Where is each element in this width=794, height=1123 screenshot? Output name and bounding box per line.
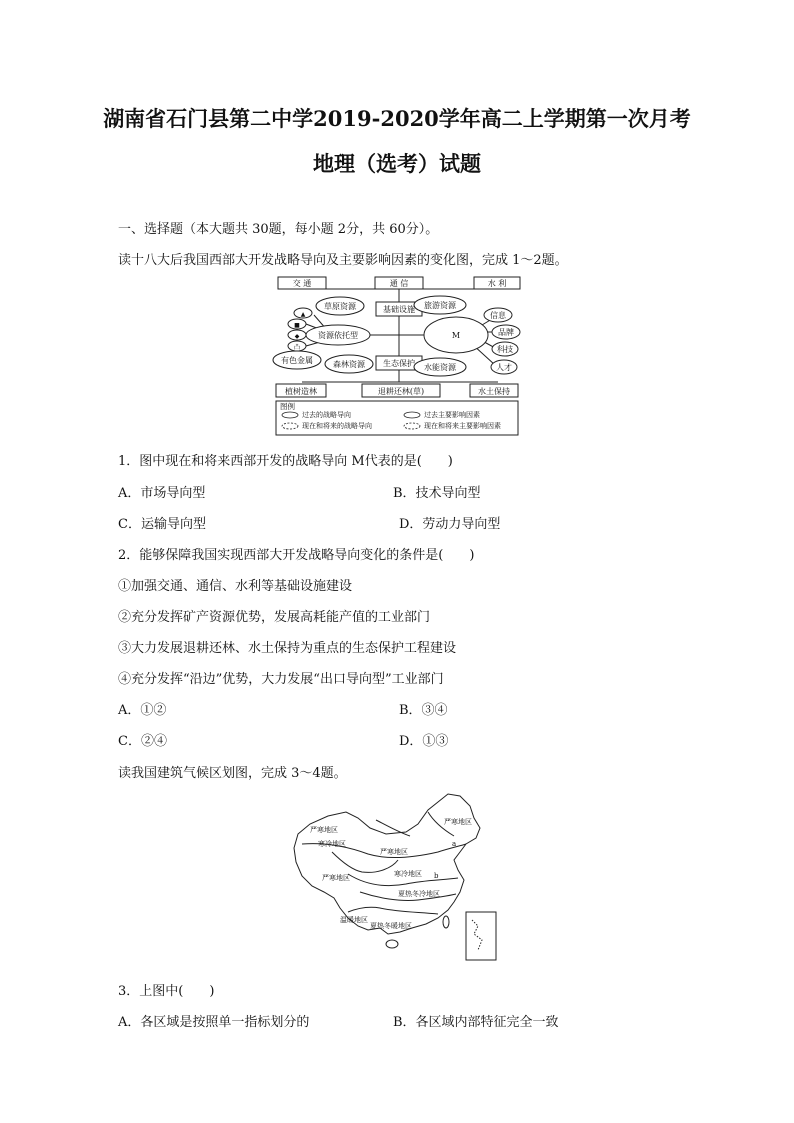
top-box-telecom: 通 信 <box>389 279 409 288</box>
bottom-box-return-forest: 退耕还林(草) <box>377 387 425 396</box>
q3-stem: 3．上图中( ) <box>118 984 215 999</box>
q1-option-b: B．技术导向型 <box>393 486 481 501</box>
exam-title-line1: 湖南省石门县第二中学2019-2020学年高二上学期第一次月考 <box>103 106 691 131</box>
zone-label-hot-summer-cold-winter: 夏热冬冷地区 <box>398 890 440 898</box>
resource-dependent-type: 资源依托型 <box>318 331 358 340</box>
triangle-icon: ▲ <box>300 311 306 318</box>
legend-past-strategy: 过去的战略导向 <box>302 411 351 419</box>
climate-zone-map <box>288 788 508 964</box>
factor-forest: 森林资源 <box>333 360 365 369</box>
intro-q3-4: 读我国建筑气候区划图，完成 3～4题。 <box>118 766 347 781</box>
q3-option-b: B．各区域内部特征完全一致 <box>393 1015 559 1030</box>
intro-q1-2: 读十八大后我国西部大开发战略导向及主要影响因素的变化图，完成 1～2题。 <box>118 253 568 268</box>
exam-title-line2: 地理（选考）试题 <box>313 151 481 176</box>
q1-option-c: C．运输导向型 <box>118 517 206 532</box>
zone-label-severe-cold-ne: 严寒地区 <box>444 818 472 826</box>
legend-past-factor: 过去主要影响因素 <box>424 411 480 419</box>
q3-option-a: A．各区域是按照单一指标划分的 <box>118 1015 310 1030</box>
box-eco-protection: 生态保护 <box>383 359 415 368</box>
factor-tech: 科技 <box>497 345 513 354</box>
factor-hydropower: 水能资源 <box>424 363 456 372</box>
q1-stem: 1．图中现在和将来西部开发的战略导向 M代表的是( ) <box>118 454 453 469</box>
q2-statement-3: ③大力发展退耕还林、水土保持为重点的生态保护工程建设 <box>118 641 457 656</box>
zone-label-severe-cold-nw: 严寒地区 <box>310 826 338 834</box>
diamond-icon: ◆ <box>294 333 300 340</box>
factor-brand: 品牌 <box>498 328 514 337</box>
legend-current-factor: 现在和将来主要影响因素 <box>424 422 501 430</box>
zone-label-severe-cold-central: 严寒地区 <box>380 848 408 856</box>
top-box-transport: 交 通 <box>292 279 312 288</box>
marker-a: a <box>452 840 457 848</box>
q2-option-c: C．②④ <box>118 734 167 749</box>
factor-info: 信息 <box>490 311 506 320</box>
q2-option-d: D．①③ <box>399 734 449 749</box>
factor-grassland: 草原资源 <box>324 302 356 311</box>
factor-tourism: 旅游资源 <box>424 301 456 310</box>
m-label: M <box>451 331 461 340</box>
square-icon: ■ <box>294 322 300 329</box>
legend-current-strategy: 现在和将来的战略导向 <box>302 422 372 430</box>
q2-stem: 2．能够保障我国实现西部大开发战略导向变化的条件是( ) <box>118 548 475 563</box>
strategy-diagram <box>272 274 522 438</box>
top-box-water: 水 利 <box>487 279 507 288</box>
q2-option-b: B．③④ <box>399 703 448 718</box>
convex-icon: 凸 <box>293 344 301 351</box>
zone-label-severe-cold-tibet: 严寒地区 <box>322 874 350 882</box>
zone-label-temperate: 温暖地区 <box>340 916 368 924</box>
bottom-box-soil-conservation: 水土保持 <box>478 387 510 396</box>
q2-statement-4: ④充分发挥“沿边”优势，大力发展“出口导向型”工业部门 <box>118 672 444 687</box>
zone-label-cold-west: 寒冷地区 <box>318 840 346 848</box>
bottom-box-afforestation: 植树造林 <box>285 387 317 396</box>
box-infrastructure: 基础设施 <box>383 305 415 314</box>
zone-label-cold-north: 寒冷地区 <box>394 870 422 878</box>
factor-talent: 人才 <box>496 363 512 372</box>
q1-option-d: D．劳动力导向型 <box>399 517 501 532</box>
q2-statement-2: ②充分发挥矿产资源优势，发展高耗能产值的工业部门 <box>118 610 431 625</box>
legend-title: 图例 <box>280 402 295 411</box>
zone-label-hot-summer-warm-winter: 夏热冬暖地区 <box>370 922 412 930</box>
section-heading: 一、选择题（本大题共 30题，每小题 2分，共 60分）。 <box>118 222 439 237</box>
factor-nonferrous: 有色金属 <box>281 356 313 365</box>
marker-b: b <box>434 872 439 880</box>
q2-statement-1: ①加强交通、通信、水利等基础设施建设 <box>118 579 353 594</box>
q1-option-a: A．市场导向型 <box>118 486 206 501</box>
q2-option-a: A．①② <box>118 703 167 718</box>
